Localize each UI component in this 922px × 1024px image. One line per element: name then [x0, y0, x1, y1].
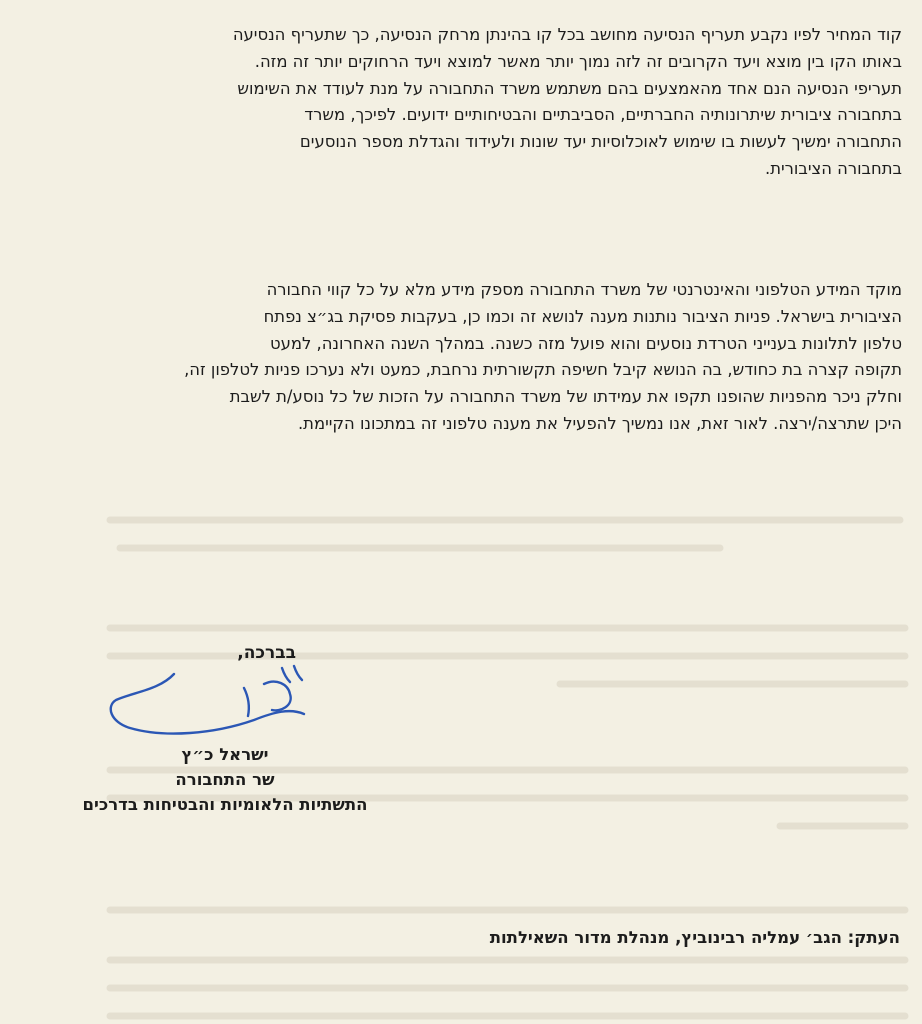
paragraph-line: טלפון לתלונות בענייני הטרדת נוסעים והוא פועל מזה כשנה. במהלך השנה האחרונה, למעט [269, 333, 902, 353]
paragraph-line: בתחבורה הציבורית. [764, 158, 902, 178]
signer-title: שר התחבורה [175, 770, 275, 789]
paragraph-line: קוד המחיר לפיו נקבע תעריף הנסיעה מחושב בכל קו בהינתן מרחק הנסיעה, כך שתעריף הנסיעה [232, 25, 902, 44]
paragraph-line: היכן שתרצה/ירצה. לאור זאת, אנו נמשיך להפעיל את מענה טלפוני זה במתכונו הקיימת. [297, 413, 902, 433]
signer-ministry: התשתיות הלאומיות והבטיחות בדרכים [82, 795, 368, 814]
cc-line: העתק: הגב׳ עמליה רבינוביץ, מנהלת מדור השאילתות [489, 928, 900, 947]
signer-name: ישראל כ״ץ [181, 745, 269, 764]
paragraph-line: בתחבורה ציבורית שיתרונותיה החברתיים, הסביבתיים והבטיחותיים ידועים. לפיכך, משרד [304, 105, 902, 125]
paragraph-line: הציבורית בישראל. פניות הציבור נותנות מענה לנושא זה וכמו כן, בעקבות פסיקת בג״צ נפתח [263, 306, 902, 326]
signer-block [80, 742, 370, 817]
paragraph-line: באותו הקו בין מוצא ויעד הקרובים זה לזה נמוך יותר מאשר למוצא ויעד הרחוקים יותר זה מזה. [254, 51, 902, 71]
paragraph-line: תקופה קצרה בת כחודש, בה הנושא קיבל חשיפה תקשורתית נרחבת, כמעט ולא נערכו פניות לטלפון זה, [184, 360, 902, 380]
paragraph-info-center [66, 277, 902, 438]
closing-salutation: בברכה, [237, 643, 296, 663]
paragraph-line: תעריפי הנסיעה הנם אחד מהאמצעים בהם משתמש משרד התחבורה על מנת לעודד את השימוש [237, 78, 902, 98]
paragraph-line: מוקד המידע הטלפוני והאינטרנטי של משרד התחבורה מספק מידע מלא על כל קווי החבורה [266, 280, 902, 299]
paragraph-fare-pricing [66, 22, 902, 183]
paragraph-line: וחלק ניכר מהפניות שהופנו תקפו את עמידתו של משרד התחבורה על הזכות של כל נוסע/ת לשבת [229, 387, 902, 407]
paragraph-line: התחבורה ימשיך לעשות בו שימוש לאוכלוסיות יעד שונות ולעידוד והגדלת מספר הנוסעים [299, 132, 902, 152]
handwritten-signature [104, 662, 334, 752]
